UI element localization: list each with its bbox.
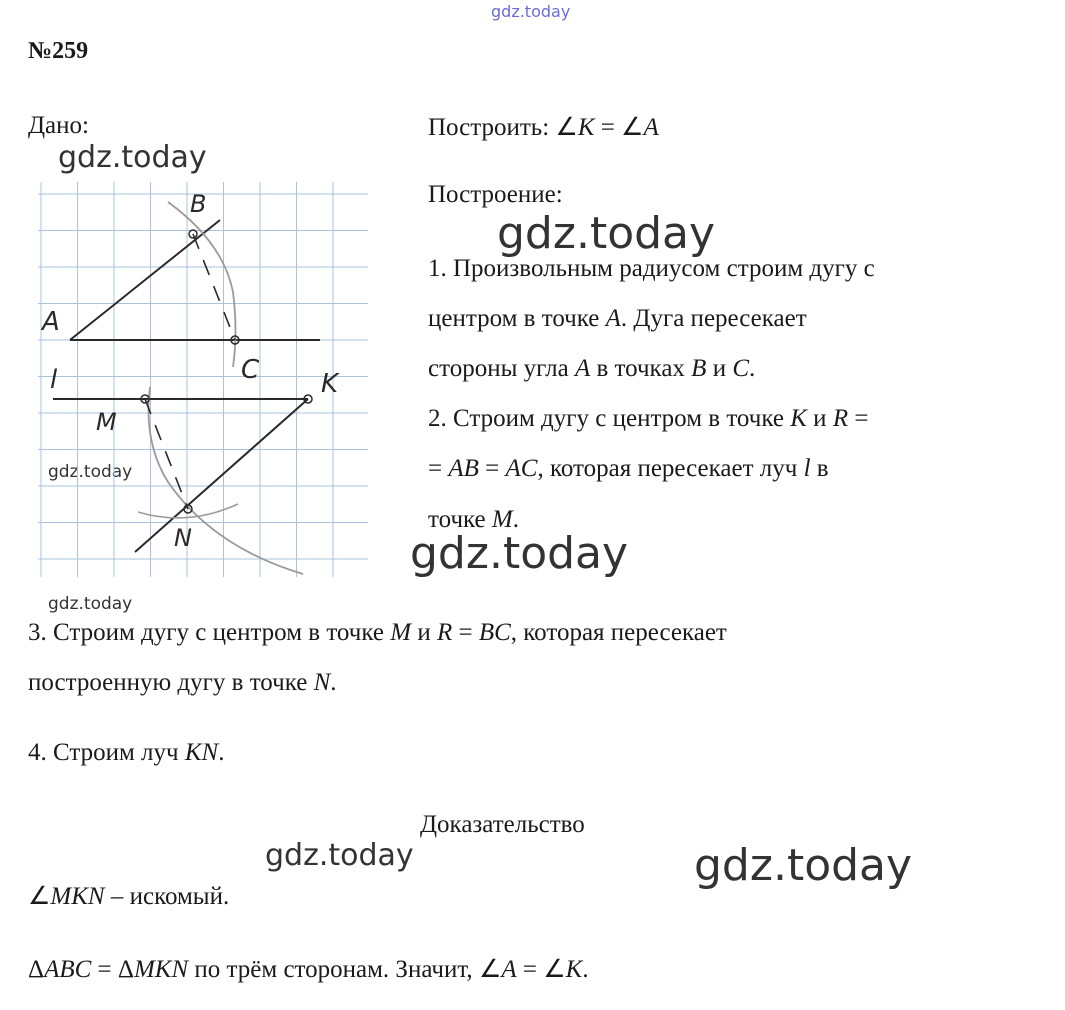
watermark: gdz.today bbox=[58, 140, 207, 175]
step2-line2: = AB = AC, которая пересекает луч l в bbox=[428, 455, 829, 482]
step2-line1: 2. Строим дугу с центром в точке K и R = bbox=[428, 405, 869, 432]
label-m: M bbox=[96, 408, 117, 436]
watermark: gdz.today bbox=[410, 528, 629, 579]
segment-bc bbox=[193, 234, 235, 340]
step1-line2: центром в точке A. Дуга пересекает bbox=[428, 305, 807, 332]
watermark-top: gdz.today bbox=[491, 2, 571, 21]
label-b: B bbox=[190, 190, 207, 218]
ray-ab bbox=[70, 220, 220, 340]
construct-task: Построить: ∠К = ∠А bbox=[428, 114, 659, 141]
given-label: Дано: bbox=[28, 112, 89, 139]
problem-number: №259 bbox=[28, 38, 89, 64]
label-k: K bbox=[321, 369, 339, 399]
ray-kn bbox=[135, 399, 308, 552]
arc-from-k bbox=[148, 387, 303, 574]
construction-title: Построение: bbox=[428, 181, 563, 208]
conclusion-line: ΔABC = ΔMKN по трём сторонам. Значит, ∠A = ∠K. bbox=[28, 956, 589, 983]
result-line: ∠MKN – искомый. bbox=[28, 883, 230, 910]
arc-bc bbox=[168, 202, 236, 367]
step2-line3: точке M. bbox=[428, 506, 519, 533]
segment-mn bbox=[145, 399, 188, 509]
label-n: N bbox=[174, 524, 192, 552]
watermark: gdz.today bbox=[48, 594, 133, 614]
watermark: gdz.today bbox=[694, 840, 913, 891]
label-l: l bbox=[50, 365, 58, 395]
watermark: gdz.today bbox=[497, 208, 716, 259]
step1-line3: стороны угла A в точках B и C. bbox=[428, 355, 756, 382]
watermark: gdz.today bbox=[265, 838, 414, 873]
step4: 4. Строим луч KN. bbox=[28, 739, 225, 766]
label-a: A bbox=[42, 307, 60, 337]
step3-line2: построенную дугу в точке N. bbox=[28, 669, 337, 696]
construction-figure bbox=[38, 182, 368, 577]
proof-title: Доказательство bbox=[420, 811, 585, 838]
graph-paper-grid bbox=[38, 182, 368, 577]
step1-line1: 1. Произвольным радиусом строим дугу с bbox=[428, 255, 875, 282]
label-c: C bbox=[241, 355, 260, 385]
watermark: gdz.today bbox=[48, 462, 133, 482]
step3-line1: 3. Строим дугу с центром в точке M и R = BC, которая пересекает bbox=[28, 619, 727, 646]
